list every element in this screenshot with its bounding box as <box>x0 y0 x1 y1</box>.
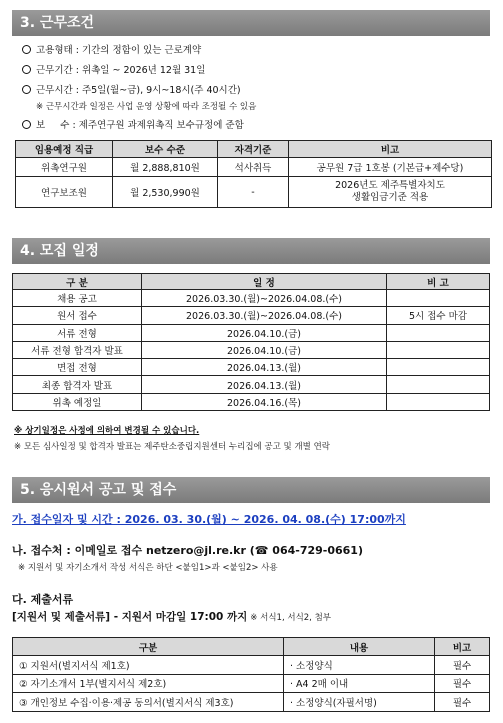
documents-heading: 다. 제출서류 <box>12 593 74 606</box>
section-3-header: 3. 근무조건 <box>12 10 490 36</box>
section-4-header: 4. 모집 일정 <box>12 238 490 264</box>
table-cell: 월 2,530,990원 <box>113 177 218 208</box>
work-period <box>22 64 205 77</box>
table-row <box>13 376 490 393</box>
application-period: 가. 접수일자 및 시간 : 2026. 03. 30.(월) ~ 2026. 04. 08.(수) 17:00까지 <box>12 513 406 526</box>
circle-bullet-icon <box>22 45 31 54</box>
table-cell: 면접 전형 <box>13 359 142 376</box>
table-row <box>13 359 490 376</box>
table-cell: ③ 개인정보 수집·이용·제공 동의서(별지서식 제3호) <box>13 693 284 712</box>
table-cell: 필수 <box>435 693 490 712</box>
table-cell <box>289 177 492 208</box>
circle-bullet-icon <box>22 85 31 94</box>
documents-subheading-note: ※ 서식1, 서식2, 첨부 <box>250 613 332 623</box>
circle-bullet-icon <box>22 120 31 129</box>
documents-table-header: 내용 <box>284 638 435 656</box>
table-row <box>13 674 490 693</box>
table-row <box>16 158 492 177</box>
table-cell: 5시 접수 마감 <box>387 307 490 324</box>
pay-text: 보 수 : 제주연구원 과제위촉직 보수규정에 준함 <box>36 120 244 131</box>
table-cell: 2026.04.16.(목) <box>142 393 387 410</box>
table-row <box>13 693 490 712</box>
table-cell: 위촉연구원 <box>16 158 113 177</box>
pay-table-header: 보수 수준 <box>113 141 218 158</box>
table-cell: 2026.04.10.(금) <box>142 324 387 341</box>
table-cell <box>387 359 490 376</box>
table-cell: · 소정양식(자필서명) <box>284 693 435 712</box>
schedule-table-header: 일 정 <box>142 274 387 290</box>
documents-subheading <box>12 611 331 625</box>
table-row <box>16 177 492 208</box>
table-cell: - <box>218 177 289 208</box>
schedule-table <box>12 273 490 411</box>
table-cell: ① 지원서(별지서식 제1호) <box>13 656 284 675</box>
table-cell <box>387 290 490 307</box>
schedule-announce-note: ※ 모든 심사일정 및 합격자 발표는 제주탄소중립지원센터 누리집에 공고 및 개별 연락 <box>14 442 331 452</box>
table-cell <box>387 341 490 358</box>
work-hours-text: 근무시간 : 주5일(월~금), 9시~18시(주 40시간) <box>36 85 241 96</box>
table-cell-line: 생활임금기준 적용 <box>351 192 429 203</box>
table-row <box>13 393 490 410</box>
table-cell: 2026.03.30.(월)~2026.04.08.(수) <box>142 307 387 324</box>
pay-table <box>15 140 492 208</box>
section-5-header: 5. 응시원서 공고 및 접수 <box>12 477 490 503</box>
circle-bullet-icon <box>22 65 31 74</box>
table-cell: 서류 전형 <box>13 324 142 341</box>
pay <box>22 119 244 132</box>
pay-table-header: 비고 <box>289 141 492 158</box>
table-cell: 2026.04.13.(월) <box>142 359 387 376</box>
employment-type-text: 고용형태 : 기간의 정함이 있는 근로계약 <box>36 45 202 56</box>
table-cell: 필수 <box>435 674 490 693</box>
table-row <box>13 341 490 358</box>
pay-table-header: 임용예정 직급 <box>16 141 113 158</box>
table-cell: 공무원 7급 1호봉 (기본급+제수당) <box>289 158 492 177</box>
schedule-table-header: 구 분 <box>13 274 142 290</box>
table-cell: 2026.04.10.(금) <box>142 341 387 358</box>
schedule-change-note: ※ 상기일정은 사정에 의하여 변경될 수 있습니다. <box>14 426 200 436</box>
table-cell <box>387 393 490 410</box>
table-cell: 석사취득 <box>218 158 289 177</box>
schedule-table-header: 비 고 <box>387 274 490 290</box>
documents-table <box>12 637 490 712</box>
work-hours <box>22 84 241 97</box>
table-row <box>13 324 490 341</box>
table-cell: · 소정양식 <box>284 656 435 675</box>
table-cell: 연구보조원 <box>16 177 113 208</box>
table-cell: 최종 합격자 발표 <box>13 376 142 393</box>
table-cell: 채용 공고 <box>13 290 142 307</box>
table-row <box>13 307 490 324</box>
application-contact: 나. 접수처 : 이메일로 접수 netzero@jl.re.kr (☎ 064-729-0661) <box>12 544 363 557</box>
table-cell <box>387 376 490 393</box>
form-note: ※ 지원서 및 자기소개서 작성 서식은 하단 <붙임1>과 <붙임2> 사용 <box>18 563 278 573</box>
table-cell: 원서 접수 <box>13 307 142 324</box>
work-period-text: 근무기간 : 위촉일 ~ 2026년 12월 31일 <box>36 65 206 76</box>
table-cell: 2026.03.30.(월)~2026.04.08.(수) <box>142 290 387 307</box>
table-cell: ② 자기소개서 1부(별지서식 제2호) <box>13 674 284 693</box>
documents-table-header: 구분 <box>13 638 284 656</box>
pay-table-header: 자격기준 <box>218 141 289 158</box>
table-cell: 필수 <box>435 656 490 675</box>
table-cell: · A4 2매 이내 <box>284 674 435 693</box>
documents-subheading-text: [지원서 및 제출서류] - 지원서 마감일 17:00 까지 <box>12 611 248 623</box>
documents-table-header: 비고 <box>435 638 490 656</box>
table-row <box>13 290 490 307</box>
employment-type <box>22 44 201 57</box>
table-cell: 위촉 예정일 <box>13 393 142 410</box>
table-cell-line: 2026년도 제주특별자치도 <box>335 180 445 191</box>
table-row <box>13 656 490 675</box>
table-cell: 월 2,888,810원 <box>113 158 218 177</box>
table-cell <box>387 324 490 341</box>
table-cell: 2026.04.13.(월) <box>142 376 387 393</box>
work-hours-note: ※ 근무시간과 일정은 사업 운영 상황에 따라 조정될 수 있음 <box>36 102 257 112</box>
table-cell: 서류 전형 합격자 발표 <box>13 341 142 358</box>
